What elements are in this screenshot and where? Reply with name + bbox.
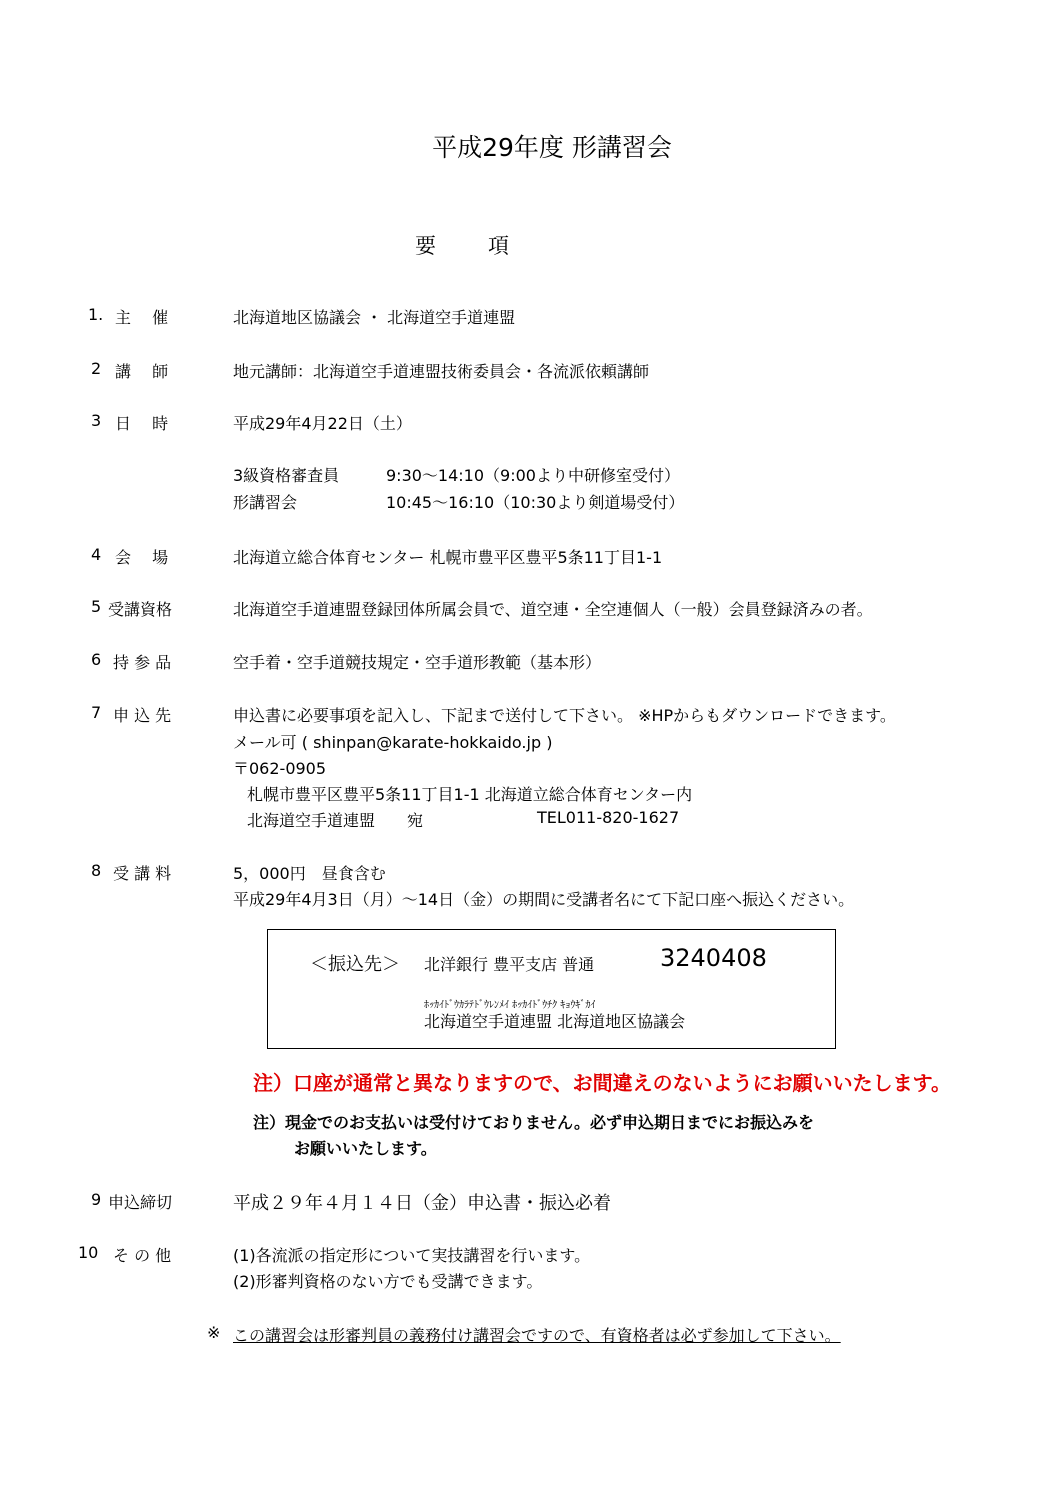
item-number: 8: [91, 861, 102, 880]
item-label: そ の 他: [113, 1246, 172, 1265]
item-number: 9: [91, 1190, 102, 1209]
item-label: 持 参 品: [113, 653, 172, 672]
item-label: 日 時: [115, 414, 169, 433]
other-note: (2)形審判資格のない方でも受講できます。: [233, 1272, 543, 1291]
item-number: 1.: [88, 305, 104, 324]
contact-recipient: 北海道空手道連盟 宛: [247, 811, 424, 830]
contact-tel: TEL011-820-1627: [537, 808, 680, 827]
item-value: 5，000円 昼食含む: [233, 864, 386, 883]
cash-note: 注）現金でのお支払いは受付けておりません。必ず申込期日までにお振込みを: [253, 1113, 814, 1132]
account-kana: ﾎｯｶｲﾄﾞｳｶﾗﾃﾄﾞｳﾚﾝﾒｲ ﾎｯｶｲﾄﾞｳﾁｸ ｷｮｳｷﾞｶｲ: [424, 1000, 596, 1011]
item-value: 平成29年4月22日（土）: [233, 414, 412, 433]
page-subtitle: 要項: [415, 234, 561, 258]
schedule-time: 10:45～16:10（10:30より剣道場受付）: [386, 493, 685, 512]
item-label: 会 場: [115, 548, 169, 567]
schedule-label: 3級資格審査員: [233, 466, 340, 485]
item-label: 受講資格: [108, 600, 173, 619]
item-value: 北海道立総合体育センター 札幌市豊平区豊平5条11丁目1-1: [233, 548, 663, 567]
cash-note-continued: お願いいたします。: [294, 1139, 437, 1158]
bank-box: [267, 929, 836, 1049]
contact-address: 札幌市豊平区豊平5条11丁目1-1 北海道立総合体育センター内: [247, 785, 693, 804]
item-label: 受 講 料: [113, 864, 172, 883]
item-number: 4: [91, 545, 102, 564]
schedule-label: 形講習会: [233, 493, 298, 512]
item-label: 申 込 先: [113, 706, 172, 725]
item-value: 北海道空手道連盟登録団体所属会員で、道空連・全空連個人（一般）会員登録済みの者。: [233, 600, 873, 619]
contact-email: メール可 ( shinpan@karate-hokkaido.jp ): [233, 733, 553, 752]
account-number: 3240408: [660, 944, 767, 972]
page-title: 平成29年度 形講習会: [432, 133, 672, 162]
footer-note: この講習会は形審判員の義務付け講習会ですので、有資格者は必ず参加して下さい。: [233, 1326, 841, 1345]
item-number: 2: [91, 359, 102, 378]
item-value: 北海道地区協議会 ・ 北海道空手道連盟: [233, 308, 516, 327]
item-value: 空手着・空手道競技規定・空手道形教範（基本形）: [233, 653, 602, 672]
bank-branch: 北洋銀行 豊平支店 普通: [424, 955, 595, 974]
item-label: 講 師: [115, 362, 169, 381]
footer-mark: ※: [207, 1323, 221, 1342]
item-number: 5: [91, 597, 102, 616]
item-value: 地元講師：北海道空手道連盟技術委員会・各流派依頼講師: [233, 362, 650, 381]
fee-period: 平成29年4月3日（月）～14日（金）の期間に受講者名にて下記口座へ振込ください。: [233, 890, 855, 909]
item-value: (1)各流派の指定形について実技講習を行います。: [233, 1246, 591, 1265]
item-number: 10: [78, 1243, 99, 1262]
contact-postal: 〒062-0905: [233, 759, 327, 778]
item-number: 7: [91, 703, 102, 722]
item-number: 3: [91, 411, 102, 430]
item-value: 平成２９年４月１４日（金）申込書・振込必着: [233, 1193, 611, 1214]
schedule-time: 9:30～14:10（9:00より中研修室受付）: [386, 466, 680, 485]
item-number: 6: [91, 650, 102, 669]
bank-heading: ＜振込先＞: [310, 954, 400, 975]
account-name: 北海道空手道連盟 北海道地区協議会: [424, 1012, 686, 1031]
item-label: 主 催: [115, 308, 169, 327]
item-label: 申込締切: [108, 1193, 173, 1212]
item-value: 申込書に必要事項を記入し、下記まで送付して下さい。 ※HPからもダウンロードできます。: [233, 706, 896, 725]
account-warning: 注）口座が通常と異なりますので、お間違えのないようにお願いいたします。: [253, 1071, 951, 1095]
